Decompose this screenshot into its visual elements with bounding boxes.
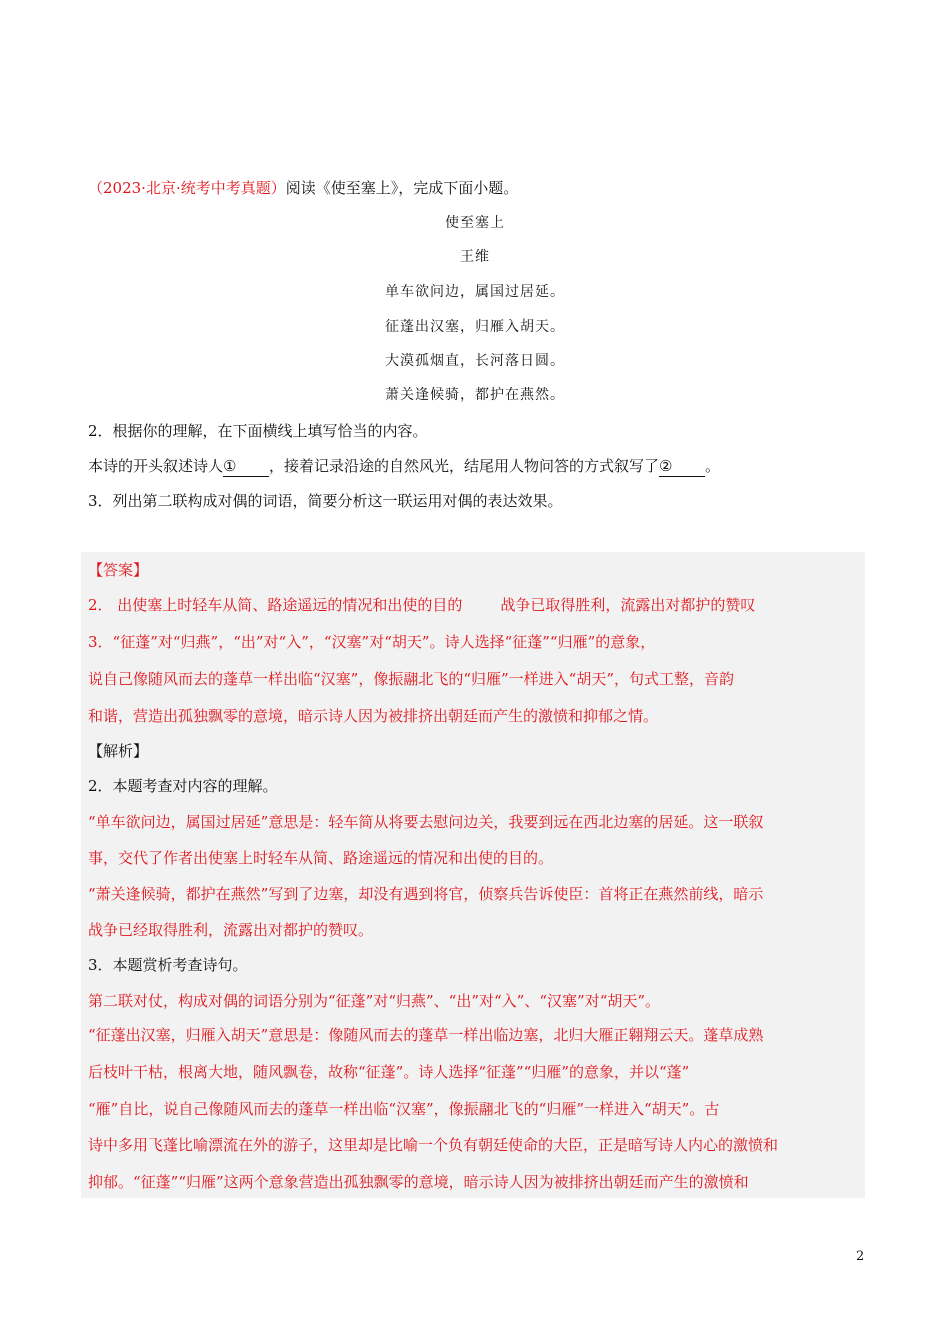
answer-2: 2． 出使塞上时轻车从简、路途遥远的情况和出使的目的 战争已取得胜利，流露出对都护的赞叹 bbox=[88, 596, 756, 614]
analysis-2-line: 事，交代了作者出使塞上时轻车从简、路途遥远的情况和出使的目的。 bbox=[88, 849, 554, 867]
analysis-2-line: “单车欲问边，属国过居延”意思是：轻车简从将要去慰问边关，我要到远在西北边塞的居延。这一联叙 bbox=[88, 813, 764, 831]
analysis-3-line: 诗中多用飞蓬比喻漂流在外的游子，这里却是比喻一个负有朝廷使命的大臣，正是暗写诗人内心的激愤和 bbox=[88, 1136, 779, 1154]
answer-blank-2[interactable]: ② bbox=[659, 456, 705, 477]
question-2-prompt: 2．根据你的理解，在下面横线上填写恰当的内容。 bbox=[88, 422, 428, 440]
poem-line: 萧关逢候骑，都护在燕然。 bbox=[385, 387, 565, 403]
answer-blank-1[interactable]: ① bbox=[223, 456, 269, 477]
question-source: （2023·北京·统考中考真题） bbox=[88, 179, 286, 197]
answer-heading: 【答案】 bbox=[88, 561, 149, 579]
analysis-2-title: 2．本题考查对内容的理解。 bbox=[88, 777, 278, 795]
poem-title: 使至塞上 bbox=[445, 215, 505, 231]
poem-line: 单车欲问边，属国过居延。 bbox=[385, 284, 565, 300]
analysis-3-line: “征蓬出汉塞，归雁入胡天”意思是：像随风而去的蓬草一样出临边塞，北归大雁正翱翔云天。蓬草成熟 bbox=[88, 1026, 764, 1044]
poem-author: 王维 bbox=[460, 249, 490, 265]
poem-line: 征蓬出汉塞，归雁入胡天。 bbox=[385, 319, 565, 335]
answer-3-line: 和谐，营造出孤独飘零的意境，暗示诗人因为被排挤出朝廷而产生的激愤和抑郁之情。 bbox=[88, 707, 659, 725]
analysis-heading: 【解析】 bbox=[88, 742, 149, 760]
page-number: 2 bbox=[856, 1249, 865, 1264]
answer-3-line: 3．“征蓬”对“归燕”，“出”对“入”，“汉塞”对“胡天”。诗人选择“征蓬”“归雁”的意象， bbox=[88, 633, 656, 651]
analysis-3-line: “雁”自比，说自己像随风而去的蓬草一样出临“汉塞”，像振翮北飞的“归雁”一样进入“胡天”。古 bbox=[88, 1100, 720, 1118]
analysis-3-line: 后枝叶干枯，根离大地，随风飘卷，故称“征蓬”。诗人选择“征蓬”“归雁”的意象，并以“蓬” bbox=[88, 1063, 690, 1081]
q2-text-b: ，接着记录沿途的自然风光，结尾用人物问答的方式叙写了 bbox=[269, 457, 660, 475]
question-2-fill-text bbox=[88, 456, 720, 477]
question-instruction: 阅读《使至塞上》，完成下面小题。 bbox=[285, 179, 519, 197]
analysis-3-line: 第二联对仗，构成对偶的词语分别为“征蓬”对“归燕”、“出”对“入”、“汉塞”对“胡天”。 bbox=[88, 992, 661, 1010]
analysis-2-line: “萧关逢候骑，都护在燕然”写到了边塞，却没有遇到将官，侦察兵告诉使臣：首将正在燕然前线，暗示 bbox=[88, 885, 764, 903]
analysis-2-line: 战争已经取得胜利，流露出对都护的赞叹。 bbox=[88, 921, 374, 939]
analysis-3-title: 3．本题赏析考查诗句。 bbox=[88, 956, 248, 974]
question-3-prompt: 3．列出第二联构成对偶的词语，简要分析这一联运用对偶的表达效果。 bbox=[88, 492, 563, 510]
answer-3-line: 说自己像随风而去的蓬草一样出临“汉塞”，像振翮北飞的“归雁”一样进入“胡天”，句式工整，音韵 bbox=[88, 670, 735, 688]
q2-text-a: 本诗的开头叙述诗人 bbox=[88, 457, 224, 475]
analysis-3-line: 抑郁。“征蓬”“归雁”这两个意象营造出孤独飘零的意境，暗示诗人因为被排挤出朝廷而产生的激愤和 bbox=[88, 1173, 749, 1191]
poem-line: 大漠孤烟直，长河落日圆。 bbox=[385, 353, 565, 369]
q2-text-c: 。 bbox=[705, 457, 721, 475]
question-header bbox=[88, 178, 518, 198]
